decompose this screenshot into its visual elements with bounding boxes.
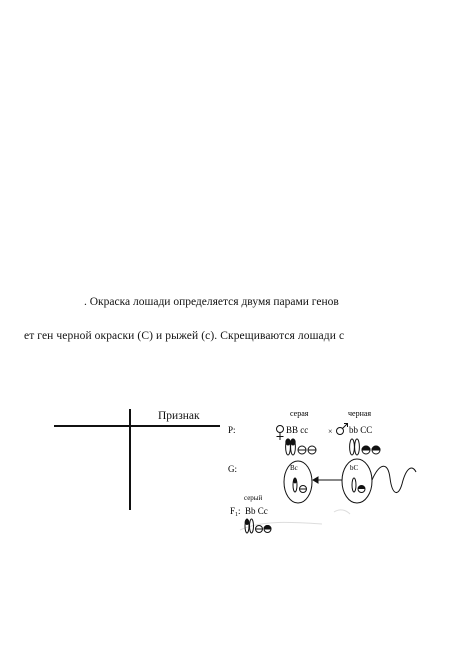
parent-row-label: P: <box>228 425 236 435</box>
cross-scheme-figure <box>222 402 448 558</box>
table-vertical-rule <box>129 409 131 510</box>
sperm-tail-icon <box>372 466 416 492</box>
cross-symbol: × <box>328 427 333 436</box>
task-text-line-1: . Окраска лошади определяется двумя парами генов <box>84 296 339 308</box>
male-chromosomes-icon <box>350 439 380 455</box>
female-genotype: BB cc <box>286 425 309 435</box>
male-color-label: черная <box>348 409 372 418</box>
fusion-arrow-icon <box>313 477 342 483</box>
gamete-row-label: G: <box>228 464 237 474</box>
male-gamete-cell <box>342 459 372 503</box>
f1-row-label: $F_1$: <box>230 506 241 518</box>
task-text-line-2: ет ген черной окраски (С) и рыжей (с). Скрещиваются лошади с <box>24 330 345 342</box>
female-symbol-icon <box>277 426 284 441</box>
male-symbol-icon <box>337 424 348 435</box>
male-genotype: bb CC <box>349 425 373 435</box>
male-gamete-label: bC <box>350 464 359 472</box>
offspring-color-label: серый <box>244 494 263 502</box>
table-horizontal-rule <box>54 425 220 427</box>
offspring-genotype: Bb Cc <box>245 506 268 516</box>
female-color-label: серая <box>290 409 309 418</box>
female-gamete-cell <box>284 461 312 503</box>
female-gamete-label: Bc <box>290 464 298 472</box>
female-chromosomes-icon <box>286 439 316 455</box>
offspring-chromosomes-icon <box>245 519 271 533</box>
table-header-trait: Признак <box>158 410 200 422</box>
